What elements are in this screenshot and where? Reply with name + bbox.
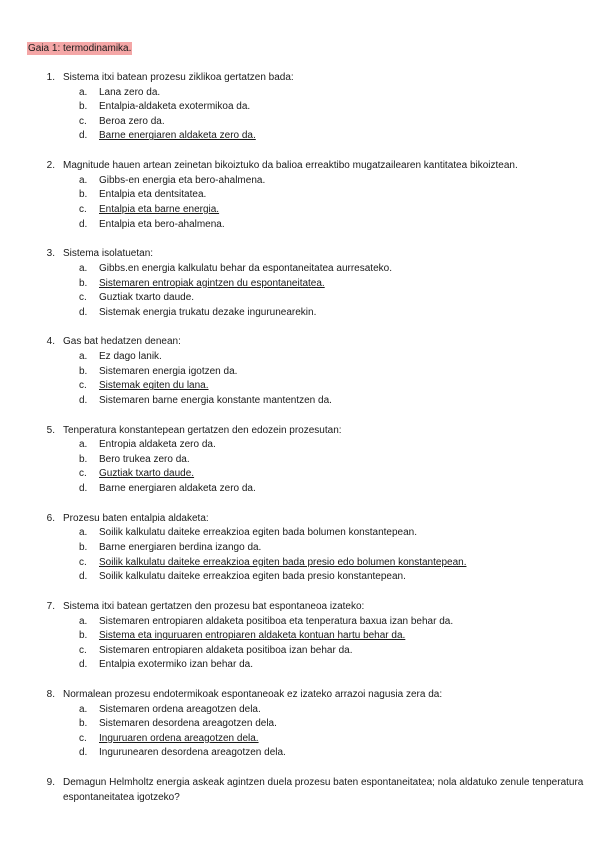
option-letter: b.	[79, 365, 88, 377]
option-text: Sistemaren entropiaren aldaketa positiboa izan behar da.	[99, 644, 353, 656]
option-letter: c.	[79, 732, 87, 744]
question-text: Normalean prozesu endotermikoak espontaneoak ez izateko arrazoi nagusia zera da:	[63, 689, 443, 701]
question-number: 4.	[46, 336, 55, 348]
question-number: 1.	[46, 72, 55, 83]
option-item	[79, 703, 587, 718]
question-row	[27, 247, 587, 262]
question-row	[27, 335, 587, 350]
option-item	[79, 291, 587, 306]
question-2	[27, 159, 587, 232]
option-text: Entalpia eta dentsitatea.	[99, 189, 207, 201]
option-item	[79, 746, 587, 761]
option-text: Sistemaren barne energia konstante mantentzen da.	[99, 394, 332, 406]
question-text: Demagun Helmholtz energia askeak agintzen duela prozesu baten espontaneitatea; nola aldatuko zenule tenperatura espontaneitatea igotzeko?	[63, 777, 584, 803]
option-text-answer: Inguruaren ordena areagotzen dela.	[99, 732, 259, 744]
option-text: Entropia aldaketa zero da.	[99, 439, 216, 451]
option-text: Sistemaren desordena areagotzen dela.	[99, 718, 277, 730]
question-9	[27, 776, 587, 805]
question-row	[27, 776, 587, 805]
question-text: Sistema itxi batean prozesu ziklikoa gertatzen bada:	[63, 72, 294, 83]
option-item	[79, 453, 587, 468]
option-letter: d.	[79, 571, 88, 583]
page-title: Gaia 1: termodinamika.	[28, 43, 132, 54]
option-list	[79, 703, 587, 761]
question-text: Magnitude hauen artean zeinetan bikoiztuko da balioa erreaktibo mugatzailearen kantitatea bikoiztean.	[63, 160, 518, 172]
option-text: Sistemak energia trukatu dezake ingurunearekin.	[99, 306, 317, 318]
option-item	[79, 732, 587, 747]
option-list	[79, 526, 587, 584]
option-text: Bero trukea zero da.	[99, 453, 190, 465]
option-letter: a.	[79, 86, 88, 98]
option-text-answer: Barne energiaren aldaketa zero da.	[99, 130, 256, 142]
question-5	[27, 424, 587, 497]
option-text: Barne energiaren berdina izango da.	[99, 541, 262, 553]
option-text-answer: Sistema eta inguruaren entropiaren aldaketa kontuan hartu behar da.	[99, 630, 406, 642]
option-item	[79, 394, 587, 409]
option-text-answer: Sistemak egiten du lana.	[99, 380, 209, 392]
option-item	[79, 306, 587, 321]
option-letter: d.	[79, 394, 88, 406]
question-row	[27, 512, 587, 527]
option-text: Ingurunearen desordena areagotzen dela.	[99, 747, 286, 759]
option-text: Sistemaren entropiaren aldaketa positiboa eta tenperatura baxua izan behar da.	[99, 615, 454, 627]
option-letter: c.	[79, 380, 87, 392]
option-text: Guztiak txarto daude.	[99, 292, 195, 304]
option-item	[79, 717, 587, 732]
option-letter: c.	[79, 115, 87, 127]
option-item	[79, 541, 587, 556]
option-item	[79, 379, 587, 394]
option-text: Lana zero da.	[99, 86, 161, 98]
option-list	[79, 615, 587, 673]
option-letter: b.	[79, 453, 88, 465]
question-text: Sistema isolatuetan:	[63, 248, 154, 260]
question-7	[27, 600, 587, 673]
question-row	[27, 600, 587, 615]
option-text: Gibbs.en energia kalkulatu behar da espontaneitatea aurresateko.	[99, 262, 392, 274]
option-text-answer: Guztiak txarto daude.	[99, 468, 195, 480]
option-text: Entalpia-aldaketa exotermikoa da.	[99, 101, 251, 113]
option-list	[79, 86, 587, 144]
option-item	[79, 115, 587, 130]
option-letter: a.	[79, 615, 88, 627]
option-letter: a.	[79, 174, 88, 186]
question-text: Sistema itxi batean gertatzen den prozesu bat espontaneoa izateko:	[63, 600, 365, 612]
option-letter: b.	[79, 189, 88, 201]
option-letter: c.	[79, 292, 87, 304]
question-text: Tenperatura konstantepean gertatzen den edozein prozesutan:	[63, 424, 342, 436]
option-letter: c.	[79, 556, 87, 568]
option-list	[79, 174, 587, 232]
question-4	[27, 335, 587, 408]
option-item	[79, 365, 587, 380]
option-list	[79, 350, 587, 408]
option-item	[79, 615, 587, 630]
question-row	[27, 688, 587, 703]
option-text: Soilik kalkulatu daiteke erreakzioa egiten bada bolumen konstantepean.	[99, 527, 417, 539]
option-item	[79, 438, 587, 453]
question-1	[27, 71, 587, 144]
question-row	[27, 424, 587, 439]
question-text: Gas bat hedatzen denean:	[63, 336, 181, 348]
option-letter: d.	[79, 747, 88, 759]
option-item	[79, 570, 587, 585]
option-letter: d.	[79, 659, 88, 671]
question-number: 9.	[46, 777, 55, 789]
option-letter: c.	[79, 468, 87, 480]
option-text-answer: Entalpia eta barne energia.	[99, 203, 220, 215]
option-letter: d.	[79, 483, 88, 494]
option-text: Soilik kalkulatu daiteke erreakzioa egiten bada presio konstantepean.	[99, 571, 406, 583]
option-item	[79, 203, 587, 218]
option-item	[79, 218, 587, 233]
question-8	[27, 688, 587, 761]
option-item	[79, 188, 587, 203]
option-text: Ez dago lanik.	[99, 351, 162, 363]
option-item	[79, 629, 587, 644]
option-letter: c.	[79, 203, 87, 215]
option-item	[79, 467, 587, 482]
question-number: 3.	[46, 248, 55, 260]
option-letter: a.	[79, 703, 88, 715]
option-letter: b.	[79, 718, 88, 730]
question-3	[27, 247, 587, 320]
option-letter: c.	[79, 644, 87, 656]
question-number: 5.	[46, 424, 55, 436]
option-item	[79, 100, 587, 115]
question-number: 7.	[46, 600, 55, 612]
option-letter: b.	[79, 630, 88, 642]
option-item	[79, 174, 587, 189]
option-item	[79, 129, 587, 144]
option-text: Entalpia eta bero-ahalmena.	[99, 218, 225, 230]
option-text: Entalpia exotermiko izan behar da.	[99, 659, 253, 671]
option-letter: a.	[79, 439, 88, 451]
option-item	[79, 526, 587, 541]
option-letter: b.	[79, 541, 88, 553]
option-text: Barne energiaren aldaketa zero da.	[99, 483, 256, 494]
option-letter: a.	[79, 527, 88, 539]
question-6	[27, 512, 587, 585]
option-list	[79, 438, 587, 496]
question-number: 6.	[46, 512, 55, 524]
option-letter: a.	[79, 262, 88, 274]
question-list	[27, 71, 587, 821]
question-number: 8.	[46, 689, 55, 701]
question-row	[27, 159, 587, 174]
option-item	[79, 556, 587, 571]
option-letter: d.	[79, 218, 88, 230]
option-text: Sistemaren energia igotzen da.	[99, 365, 238, 377]
question-text: Prozesu baten entalpia aldaketa:	[63, 512, 209, 524]
option-text: Gibbs-en energia eta bero-ahalmena.	[99, 174, 266, 186]
question-number: 2.	[46, 160, 55, 172]
option-item	[79, 658, 587, 673]
option-letter: b.	[79, 101, 88, 113]
option-text-answer: Sistemaren entropiak agintzen du espontaneitatea.	[99, 277, 325, 289]
option-letter: b.	[79, 277, 88, 289]
option-text-answer: Soilik kalkulatu daiteke erreakzioa egiten bada presio edo bolumen konstantepean.	[99, 556, 467, 568]
option-item	[79, 277, 587, 292]
option-item	[79, 350, 587, 365]
option-item	[79, 482, 587, 497]
option-text: Beroa zero da.	[99, 115, 165, 127]
option-text: Sistemaren ordena areagotzen dela.	[99, 703, 261, 715]
option-letter: d.	[79, 306, 88, 318]
option-item	[79, 262, 587, 277]
option-letter: d.	[79, 130, 88, 142]
option-letter: a.	[79, 351, 88, 363]
question-row	[27, 71, 587, 86]
option-item	[79, 86, 587, 101]
option-list	[79, 262, 587, 320]
option-item	[79, 644, 587, 659]
